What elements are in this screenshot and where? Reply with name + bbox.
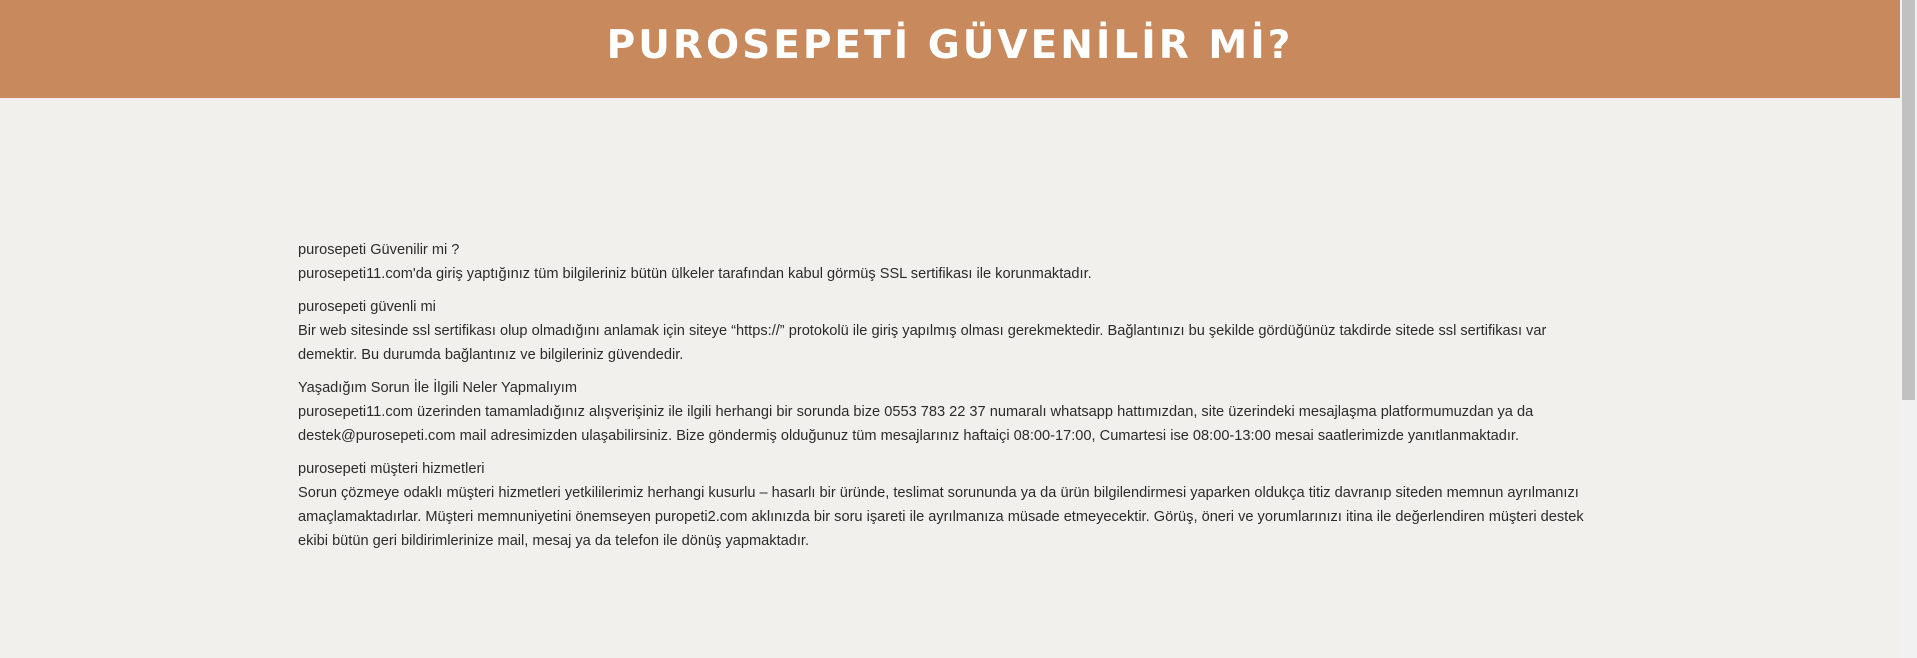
faq-section-problem: [298, 376, 1598, 448]
scrollbar-thumb[interactable]: [1902, 0, 1915, 400]
vertical-scrollbar[interactable]: [1900, 0, 1917, 658]
section-heading: purosepeti müşteri hizmetleri: [298, 461, 485, 477]
page-title: PUROSEPETİ GÜVENİLİR Mİ?: [606, 22, 1294, 68]
section-body: purosepeti11.com'da giriş yaptığınız tüm bilgileriniz bütün ülkeler tarafından kabul görmüş SSL sertifikası ile korunmaktadır.: [298, 266, 1092, 282]
section-heading: purosepeti güvenli mi: [298, 299, 436, 315]
section-body: Bir web sitesinde ssl sertifikası olup olmadığını anlamak için siteye “https://” protokolü ile giriş yapılmış olması gerekmektedir. Bağlantınızı bu şekilde gördüğünüz takdirde sitede ssl sertifikası var demektir. Bu durumda bağlantınız ve bilgileriniz güvendedir.: [298, 323, 1547, 363]
section-heading: purosepeti Güvenilir mi ?: [298, 242, 460, 258]
article-content: [298, 238, 1598, 562]
faq-section-trust: [298, 238, 1598, 286]
faq-section-customer-service: [298, 457, 1598, 553]
section-body: Sorun çözmeye odaklı müşteri hizmetleri yetkililerimiz herhangi kusurlu – hasarlı bir üründe, teslimat sorununda ya da ürün bilgilendirmesi yaparken oldukça titiz davranıp siteden memnun ayrılmanızı amaçlamaktadırlar. Müşteri memnuniyetini önemseyen puropeti2.com aklınızda bir soru işareti ile ayrılmanıza müsade etmeyecektir. Görüş, öneri ve yorumlarınızı itina ile değerlendiren müşteri destek ekibi bütün geri bildirimlerinize mail, mesaj ya da telefon ile dönüş yapmaktadır.: [298, 485, 1584, 549]
section-body: purosepeti11.com üzerinden tamamladığınız alışverişiniz ile ilgili herhangi bir sorunda bize 0553 783 22 37 numaralı whatsapp hattımızdan, site üzerindeki mesajlaşma platformumuzdan ya da destek@purosepeti.com mail adresimizden ulaşabilirsiniz. Bize göndermiş olduğunuz tüm mesajlarınız haftaiçi 08:00-17:00, Cumartesi ise 08:00-13:00 mesai saatlerimizde yanıtlanmaktadır.: [298, 404, 1534, 444]
faq-section-security: [298, 295, 1598, 367]
hero-banner: [0, 0, 1900, 98]
section-heading: Yaşadığım Sorun İle İlgili Neler Yapmalıyım: [298, 380, 578, 396]
